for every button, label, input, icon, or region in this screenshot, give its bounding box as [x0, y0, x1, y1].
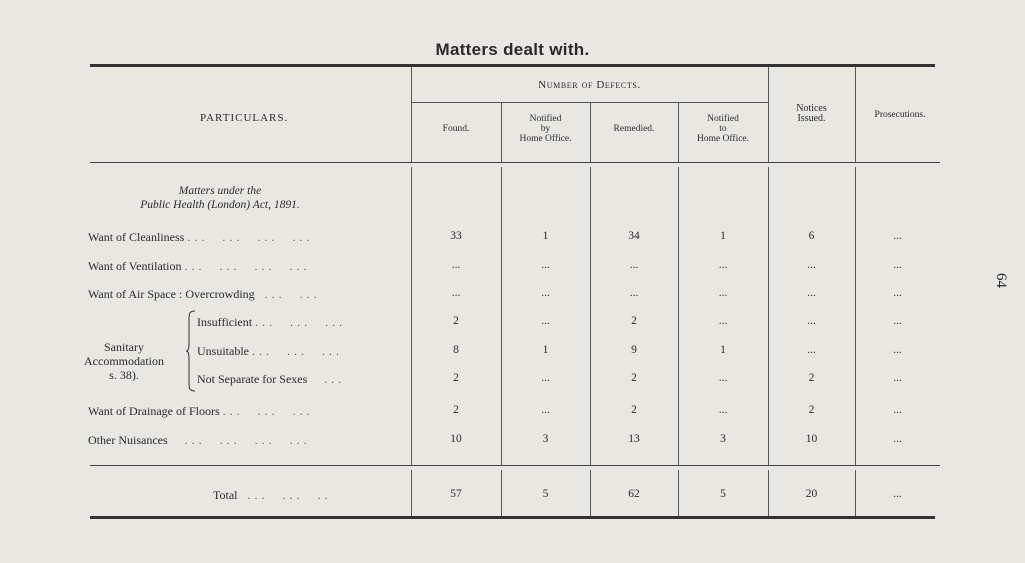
- table-cell: ...: [541, 372, 550, 384]
- table-cell: 2: [808, 372, 815, 384]
- table-cell: 62: [628, 488, 640, 500]
- table-cell: 10: [805, 433, 818, 445]
- table-cell: 1: [542, 344, 549, 356]
- table-cell: ...: [541, 259, 550, 271]
- table-cell: ...: [451, 287, 461, 299]
- table-cell: ...: [718, 315, 728, 327]
- table-cell: 3: [720, 433, 726, 445]
- number-of-defects-header: Number of Defects.: [538, 79, 641, 91]
- row-label: Want of Cleanliness ... ... ... ...: [88, 230, 314, 244]
- table-cell: ...: [893, 372, 902, 384]
- group-brace: [186, 310, 196, 392]
- table-cell: 20: [805, 488, 818, 500]
- notified-to-header: Notified to Home Office.: [696, 114, 750, 144]
- table-cell: ...: [451, 259, 461, 271]
- table-cell: ...: [807, 259, 816, 271]
- table-cell: ...: [718, 287, 728, 299]
- page-title: Matters dealt with.: [435, 40, 590, 59]
- table-cell: ...: [893, 433, 902, 445]
- defects-rule: [411, 102, 768, 103]
- table-cell: ...: [893, 259, 902, 271]
- table-cell: 2: [631, 372, 637, 384]
- table-cell: ...: [718, 404, 728, 416]
- table-cell: 2: [631, 315, 637, 327]
- top-rule: [90, 64, 935, 67]
- row-label: Want of Ventilation ... ... ... ...: [88, 259, 311, 273]
- table-cell: 5: [542, 488, 549, 500]
- table-cell: ...: [807, 315, 816, 327]
- table-cell: ...: [893, 230, 902, 242]
- table-cell: 34: [628, 230, 640, 242]
- total-rule: [90, 465, 940, 466]
- table-cell: 33: [450, 230, 462, 242]
- table-cell: 5: [720, 488, 726, 500]
- table-cell: ...: [893, 287, 902, 299]
- table-cell: 2: [808, 404, 815, 416]
- table-cell: 9: [631, 344, 637, 356]
- bottom-rule: [90, 516, 935, 519]
- table-cell: ...: [718, 372, 728, 384]
- table-cell: 8: [453, 344, 459, 356]
- table-cell: ...: [807, 344, 816, 356]
- notified-by-header: Notified by Home Office.: [519, 114, 572, 144]
- table-cell: ...: [893, 315, 902, 327]
- table-cell: 2: [631, 404, 637, 416]
- table-cell: 1: [720, 230, 726, 242]
- row-label: Want of Drainage of Floors ... ... ...: [88, 404, 314, 418]
- table-cell: 1: [542, 230, 549, 242]
- table-cell: 3: [542, 433, 549, 445]
- table-cell: 13: [628, 433, 640, 445]
- page-number: 64: [993, 273, 1009, 288]
- table-cell: ...: [541, 404, 550, 416]
- sanitary-group-label: Sanitary Accommodation s. 38).: [84, 340, 164, 382]
- header-rule: [90, 162, 940, 163]
- table-cell: 2: [453, 404, 459, 416]
- table-cell: ...: [629, 287, 639, 299]
- table-cell: ...: [893, 404, 902, 416]
- row-label: Unsuitable ... ... ...: [197, 344, 343, 358]
- row-label: Insufficient ... ... ...: [197, 315, 347, 329]
- table-cell: 10: [450, 433, 462, 445]
- table-cell: 2: [453, 315, 459, 327]
- remedied-header: Remedied.: [613, 124, 655, 134]
- table-cell: ...: [629, 259, 639, 271]
- table-cell: 2: [453, 372, 459, 384]
- table-cell: ...: [807, 287, 816, 299]
- row-label: Not Separate for Sexes ...: [197, 372, 346, 386]
- particulars-header: PARTICULARS.: [200, 112, 289, 124]
- table-cell: 6: [808, 230, 815, 242]
- table-cell: 1: [720, 344, 726, 356]
- table-cell: ...: [541, 315, 550, 327]
- table-cell: 57: [450, 488, 462, 500]
- section-subheading: Matters under the Public Health (London) Act, 1891.: [140, 185, 300, 211]
- row-label: Other Nuisances ... ... ... ...: [88, 433, 311, 447]
- table-cell: ...: [718, 259, 728, 271]
- table-cell: ...: [893, 488, 902, 500]
- prosecutions-header: Prosecutions.: [874, 110, 926, 120]
- found-header: Found.: [442, 124, 470, 134]
- row-label: Want of Air Space : Overcrowding ... ...: [88, 287, 321, 301]
- total-label: Total ... ... ..: [213, 488, 332, 502]
- notices-issued-header: Notices Issued.: [796, 103, 827, 124]
- table-cell: ...: [541, 287, 550, 299]
- table-cell: ...: [893, 344, 902, 356]
